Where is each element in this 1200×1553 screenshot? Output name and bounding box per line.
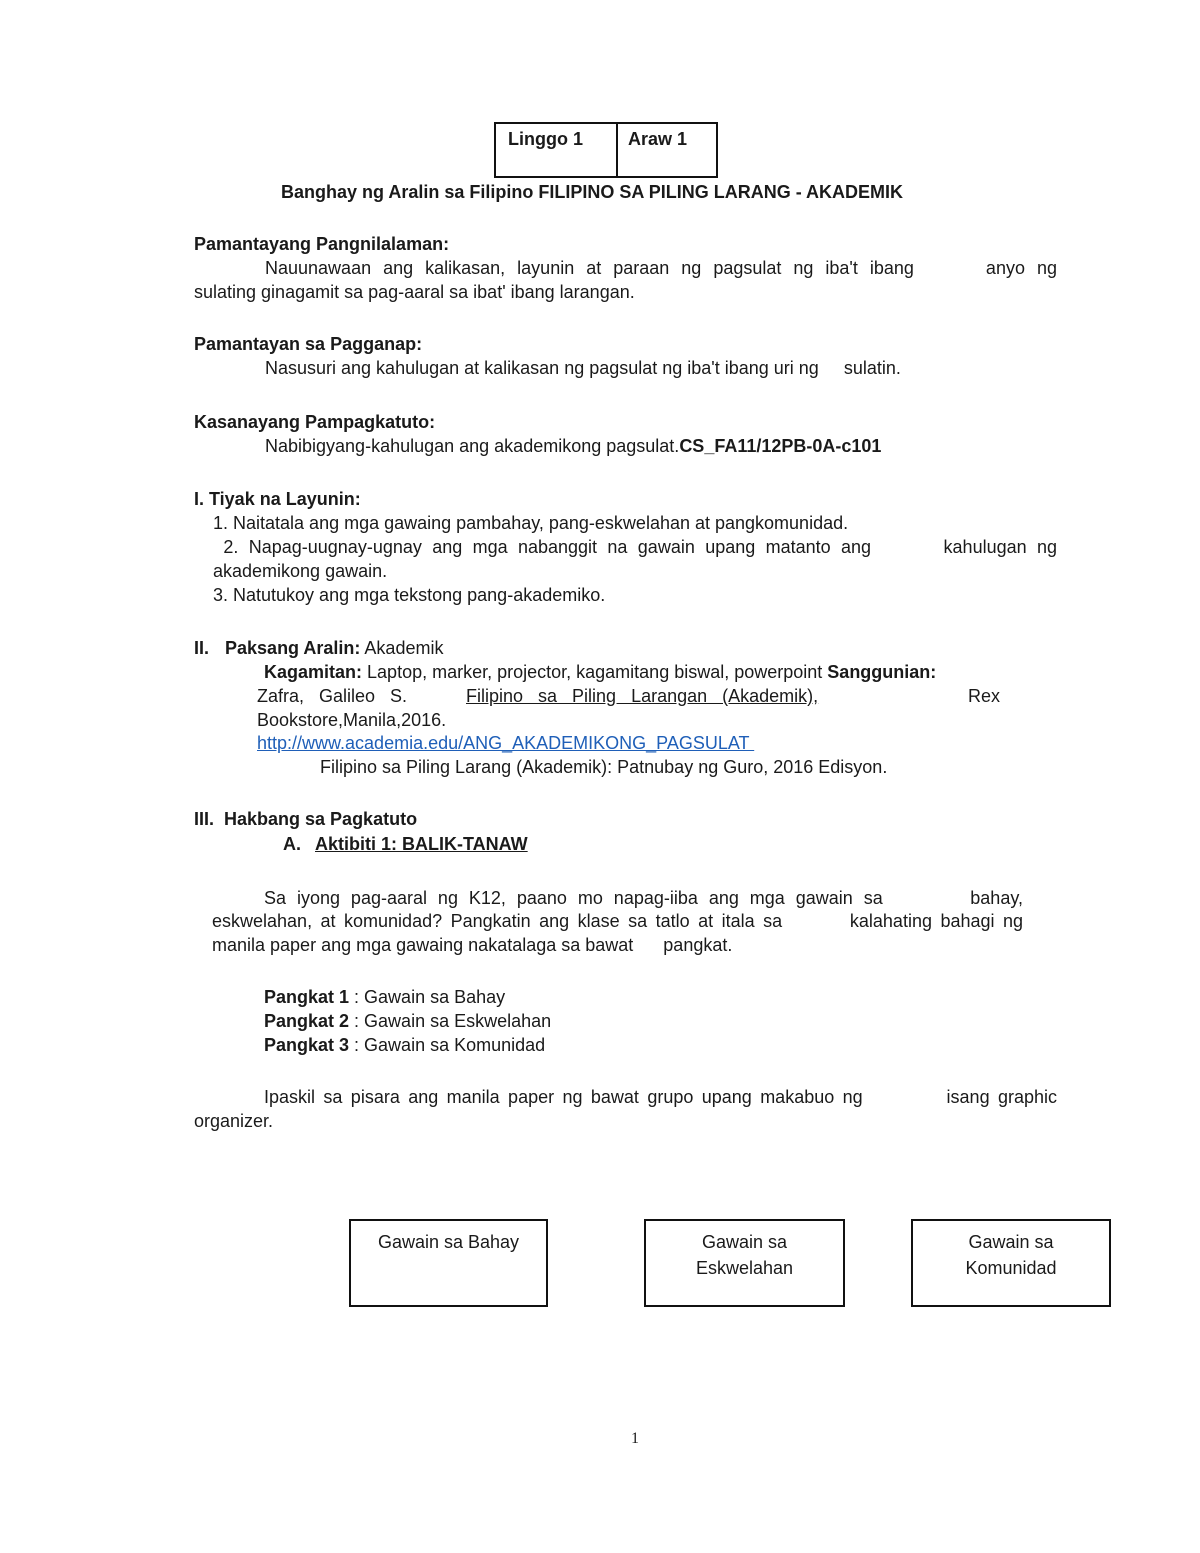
procedure-heading: III. Hakbang sa Pagkatuto [194,809,418,829]
content-standard-text [265,256,1057,280]
activity-paragraph-line2-wrap [212,909,1023,933]
group-item [264,985,505,1009]
reference-2: Filipino sa Piling Larang (Akademik): Patnubay ng Guro, 2016 Edisyon. [320,757,888,777]
performance-standard-text: Nasusuri ang kahulugan at kalikasan ng pagsulat ng iba't ibang uri ng sulatin. [265,358,901,378]
closing-line2: organizer. [194,1111,274,1131]
activity-letter: A. [283,834,301,854]
reference-link[interactable]: http://www.academia.edu/ANG_AKADEMIKONG_PAGSULAT [257,733,755,753]
week-cell: Linggo 1 [508,129,583,149]
content-standard-heading: Pamantayang Pangnilalaman: [194,234,450,254]
objective-item-2-line1: 2. Napag-uugnay-ugnay ang mga nabanggit na gawain upang matanto ang kahulugan ng [213,537,1057,557]
page-title: Banghay ng Aralin sa Filipino FILIPINO SA PILING LARANG - AKADEMIK [281,182,904,202]
activity-heading [283,832,528,856]
reference-1-publisher: Rex [968,686,1001,706]
group-label: Pangkat 2 [264,1011,350,1031]
organizer-box-community-line2: Komunidad [965,1258,1057,1278]
organizer-box-community-line1: Gawain sa [968,1232,1054,1252]
table-divider [616,124,618,176]
group-task: : Gawain sa Komunidad [349,1035,546,1055]
activity-paragraph-line1: Sa iyong pag-aaral ng K12, paano mo napag-iiba ang mga gawain sa bahay, [264,888,1023,908]
subject-matter-number: II. [194,638,210,658]
day-cell: Araw 1 [628,129,688,149]
competency-code: CS_FA11/12PB-0A-c101 [679,436,882,456]
content-standard-line2: sulating ginagamit sa pag-aaral sa ibat' ibang larangan. [194,282,635,302]
activity-paragraph-line3: manila paper ang mga gawaing nakatalaga sa bawat pangkat. [212,935,733,955]
organizer-box-school [644,1219,845,1307]
organizer-box-home [349,1219,548,1307]
activity-title: Aktibiti 1: BALIK-TANAW [315,834,528,854]
objective-item-3: 3. Natutukoy ang mga tekstong pang-akademiko. [213,585,606,605]
subject-matter-topic: Akademik [364,638,444,658]
subject-matter-label: Paksang Aralin: [225,638,361,658]
week-day-table [494,122,718,178]
reference-1-author: Zafra, Galileo S. [257,686,408,706]
subject-matter-heading [194,636,443,660]
group-label: Pangkat 1 [264,987,350,1007]
reference-1-title: Filipino sa Piling Larangan (Akademik), [466,686,819,706]
group-item [264,1009,551,1033]
group-label: Pangkat 3 [264,1035,350,1055]
performance-standard-heading: Pamantayan sa Pagganap: [194,334,423,354]
references-label: Sanggunian: [827,662,937,682]
materials-text: Laptop, marker, projector, kagamitang biswal, powerpoint [367,662,823,682]
competency-description: Nabibigyang-kahulugan ang akademikong pagsulat. [265,436,680,456]
materials-line [264,660,936,684]
organizer-box-community [911,1219,1111,1307]
group-task: : Gawain sa Bahay [349,987,506,1007]
activity-paragraph-line2: eskwelahan, at komunidad? Pangkatin ang klase sa tatlo at itala sa kalahating bahagi ng [212,911,1023,931]
objectives-heading: I. Tiyak na Layunin: [194,489,361,509]
activity-paragraph-line1-wrap [264,886,1023,910]
content-standard-line1: Nauunawaan ang kalikasan, layunin at paraan ng pagsulat ng iba't ibang anyo ng [265,258,1057,278]
reference-1-line2: Bookstore,Manila,2016. [257,710,447,730]
objective-item-1: 1. Naitatala ang mga gawaing pambahay, pang-eskwelahan at pangkomunidad. [213,513,849,533]
competency-text [265,434,881,458]
materials-label: Kagamitan: [264,662,363,682]
closing-line1-wrap [264,1085,1057,1109]
objective-item-2-line2: akademikong gawain. [213,561,388,581]
objective-item-2 [213,535,1057,559]
organizer-box-school-line1: Gawain sa [701,1232,788,1252]
group-item [264,1033,545,1057]
group-task: : Gawain sa Eskwelahan [349,1011,552,1031]
competency-heading: Kasanayang Pampagkatuto: [194,412,436,432]
organizer-box-home-label: Gawain sa Bahay [377,1232,520,1252]
page-number: 1 [631,1430,639,1447]
organizer-box-school-line2: Eskwelahan [695,1258,794,1278]
closing-line1: Ipaskil sa pisara ang manila paper ng bawat grupo upang makabuo ng isang graphic [264,1087,1057,1107]
